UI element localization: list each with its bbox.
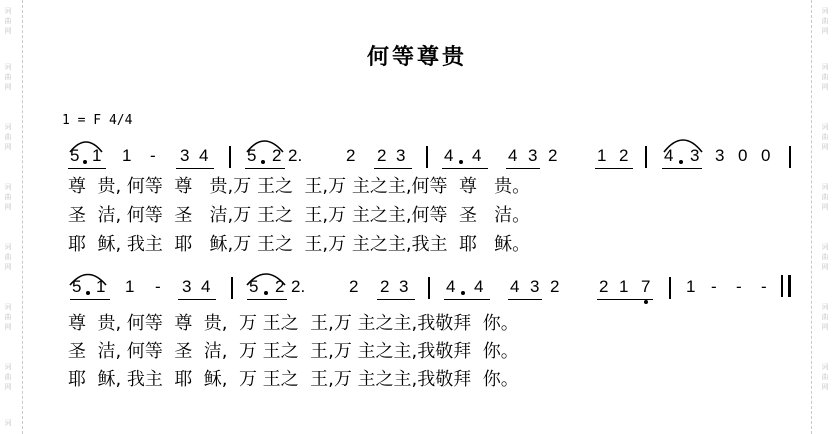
lyric-line: 圣 洁, 何等 圣 洁, 万 王之 王,万 主之主,我敬拜 你。 xyxy=(68,341,519,362)
note: - xyxy=(736,277,742,296)
beam-underline xyxy=(245,168,285,169)
bar-line xyxy=(645,146,647,168)
note: 4 xyxy=(201,277,211,296)
lyric-line: 耶 稣, 我主 耶 稣,万 王之 王,万 主之主,我主 耶 稣。 xyxy=(68,234,531,255)
note: 3 xyxy=(399,277,409,296)
watermark-logo: 词 曲 网 xyxy=(821,303,829,331)
note: 2 xyxy=(377,146,387,165)
note: 7 xyxy=(641,277,651,296)
watermark-logo: 词 曲 网 xyxy=(4,303,12,331)
watermark-logo: 词 曲 网 xyxy=(821,123,829,151)
note: 4 xyxy=(446,277,456,296)
beam-underline xyxy=(178,299,216,300)
note: 2 xyxy=(550,277,560,296)
note: 4 xyxy=(508,146,518,165)
note: 2 xyxy=(349,277,359,296)
note: 4 xyxy=(510,277,520,296)
watermark-logo: 词 曲 网 xyxy=(821,363,829,391)
note: 2 xyxy=(619,146,629,165)
dot-mark xyxy=(264,291,268,295)
lyric-line: 尊 贵, 何等 尊 贵,万 王之 王,万 主之主,何等 尊 贵。 xyxy=(68,176,531,197)
note: 5 xyxy=(72,277,82,296)
note: 1 xyxy=(686,277,696,296)
watermark-logo: 词 曲 网 xyxy=(4,363,12,391)
beam-underline xyxy=(444,299,490,300)
note: 2 xyxy=(275,277,285,296)
bar-line xyxy=(231,277,233,299)
note: 2 xyxy=(346,146,356,165)
note: 2 xyxy=(599,277,609,296)
note: 0 xyxy=(761,146,771,165)
dot-mark xyxy=(261,160,265,164)
note: 2. xyxy=(291,277,306,296)
note: 5 xyxy=(247,146,257,165)
bar-line xyxy=(428,277,430,299)
bar-line xyxy=(229,146,231,168)
dot-mark xyxy=(679,160,683,164)
beam-underline xyxy=(68,168,106,169)
note: 1 xyxy=(96,277,106,296)
note: 4 xyxy=(474,277,484,296)
dot-mark xyxy=(86,291,90,295)
beam-underline xyxy=(374,168,412,169)
note: 4 xyxy=(444,146,454,165)
watermark-logo: 词 曲 网 xyxy=(821,183,829,211)
watermark-logo: 词 曲 网 xyxy=(4,243,12,271)
beam-underline xyxy=(442,168,488,169)
watermark-logo: 词 曲 网 xyxy=(821,63,829,91)
beam-underline xyxy=(508,299,542,300)
note: 3 xyxy=(396,146,406,165)
note: 2. xyxy=(288,146,303,165)
bar-line xyxy=(669,277,671,299)
bar-line xyxy=(426,146,428,168)
note: 2 xyxy=(272,146,282,165)
note: 4 xyxy=(199,146,209,165)
note: 5 xyxy=(249,277,259,296)
beam-underline xyxy=(506,168,540,169)
lyric-line: 圣 洁, 何等 圣 洁,万 王之 王,万 主之主,何等 圣 洁。 xyxy=(68,205,531,226)
watermark-logo: 词 曲 网 xyxy=(4,183,12,211)
note: 0 xyxy=(738,146,748,165)
note: 1 xyxy=(125,277,135,296)
note: 4 xyxy=(472,146,482,165)
key-signature: 1 = F 4/4 xyxy=(62,113,133,128)
note: 3 xyxy=(182,277,192,296)
beam-underline xyxy=(377,299,415,300)
note: - xyxy=(711,277,717,296)
lyric-line: 耶 稣, 我主 耶 稣, 万 王之 王,万 主之主,我敬拜 你。 xyxy=(68,369,519,390)
low-octave-dot xyxy=(644,300,648,304)
dot-mark xyxy=(83,160,87,164)
final-bar-thin xyxy=(781,275,783,297)
note: 3 xyxy=(530,277,540,296)
note: 3 xyxy=(715,146,725,165)
watermark-logo: 词 曲 网 xyxy=(821,243,829,271)
watermark-logo: 词 xyxy=(4,419,12,427)
note: - xyxy=(761,277,767,296)
lyric-line: 尊 贵, 何等 尊 贵, 万 王之 王,万 主之主,我敬拜 你。 xyxy=(68,313,519,334)
note: 1 xyxy=(122,146,132,165)
beam-underline xyxy=(662,168,702,169)
dot-mark xyxy=(461,291,465,295)
note: 1 xyxy=(619,277,629,296)
beam-underline xyxy=(597,299,653,300)
song-title: 何等尊贵 xyxy=(366,45,467,70)
beam-underline xyxy=(176,168,214,169)
note: - xyxy=(155,277,161,296)
note: 2 xyxy=(548,146,558,165)
note: 1 xyxy=(597,146,607,165)
final-bar-thick xyxy=(788,275,791,297)
note: 5 xyxy=(70,146,80,165)
bar-line xyxy=(789,146,791,168)
watermark-logo: 词 曲 网 xyxy=(4,7,12,35)
note: 4 xyxy=(664,146,674,165)
beam-underline xyxy=(595,168,633,169)
watermark-logo: 词 曲 网 xyxy=(821,7,829,35)
watermark-logo: 词 曲 网 xyxy=(4,123,12,151)
dot-mark xyxy=(459,160,463,164)
note: 3 xyxy=(690,146,700,165)
note: 2 xyxy=(380,277,390,296)
note: - xyxy=(150,146,156,165)
beam-underline xyxy=(70,299,110,300)
beam-underline xyxy=(247,299,287,300)
watermark-logo: 词 曲 网 xyxy=(4,63,12,91)
note: 3 xyxy=(528,146,538,165)
note: 1 xyxy=(92,146,102,165)
note: 3 xyxy=(180,146,190,165)
